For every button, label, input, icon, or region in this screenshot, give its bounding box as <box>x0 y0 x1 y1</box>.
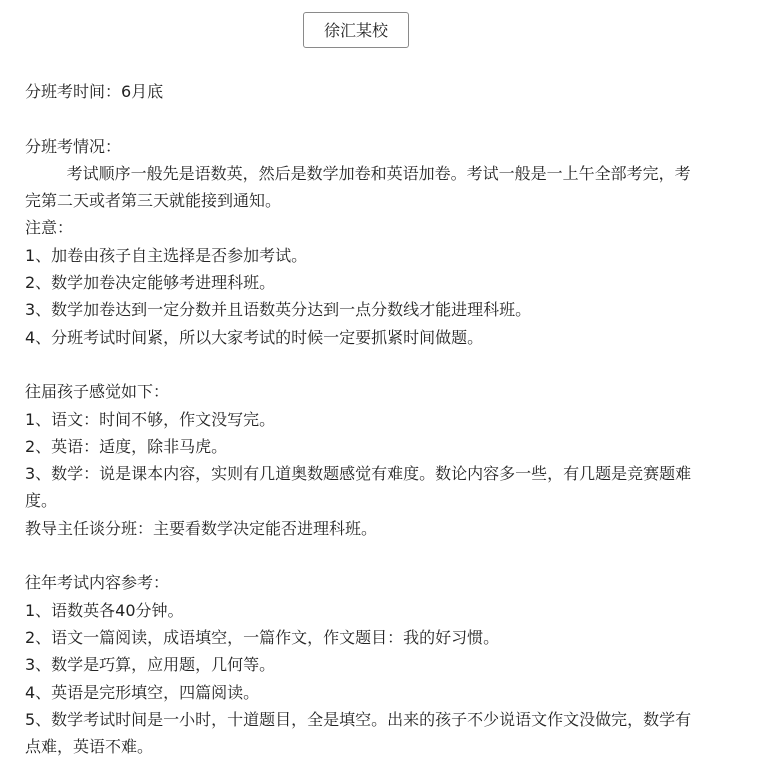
notes-title: 注意： <box>25 218 74 238</box>
reference-item: 2、语文一篇阅读，成语填空，一篇作文，作文题目：我的好习惯。 <box>25 627 500 647</box>
feelings-item: 1、语文：时间不够，作文没写完。 <box>25 409 276 429</box>
notes-item: 1、加卷由孩子自主选择是否参加考试。 <box>25 245 308 265</box>
reference-title: 往年考试内容参考： <box>25 573 170 593</box>
feelings-item: 2、英语：适度，除非马虎。 <box>25 436 228 456</box>
header <box>0 12 712 48</box>
situation-title: 分班考情况： <box>25 136 122 156</box>
exam-time-text: 分班考时间：6月底 <box>25 82 164 101</box>
notes-item: 4、分班考试时间紧，所以大家考试的时候一定要抓紧时间做题。 <box>25 327 484 347</box>
notes-item: 2、数学加卷决定能够考进理科班。 <box>25 273 276 293</box>
reference-item: 3、数学是巧算，应用题，几何等。 <box>25 655 276 675</box>
blank-line <box>25 351 697 378</box>
blank-line <box>25 542 697 569</box>
feelings-item: 3、数学：说是课本内容，实则有几道奥数题感觉有难度。数论内容多一些，有几题是竞赛题难度。 <box>25 464 692 511</box>
feelings-title: 往届孩子感觉如下： <box>25 382 170 402</box>
director-note: 教导主任谈分班：主要看数学决定能否进理科班。 <box>25 518 378 538</box>
notes-item: 3、数学加卷达到一定分数并且语数英分达到一点分数线才能进理科班。 <box>25 300 532 320</box>
reference-item: 5、数学考试时间是一小时，十道题目，全是填空。出来的孩子不少说语文作文没做完，数学有点难，英语不难。 <box>25 709 692 757</box>
reference-item: 1、语数英各40分钟。 <box>25 600 184 620</box>
blank-line <box>25 105 697 132</box>
situation-paragraph: 考试顺序一般先是语数英，然后是数学加卷和英语加卷。考试一般是一上午全部考完，考完第二天或者第三天就能接到通知。 <box>25 163 691 211</box>
school-button[interactable]: 徐汇某校 <box>303 12 409 48</box>
article-body <box>25 78 697 760</box>
reference-item: 4、英语是完形填空，四篇阅读。 <box>25 682 260 702</box>
